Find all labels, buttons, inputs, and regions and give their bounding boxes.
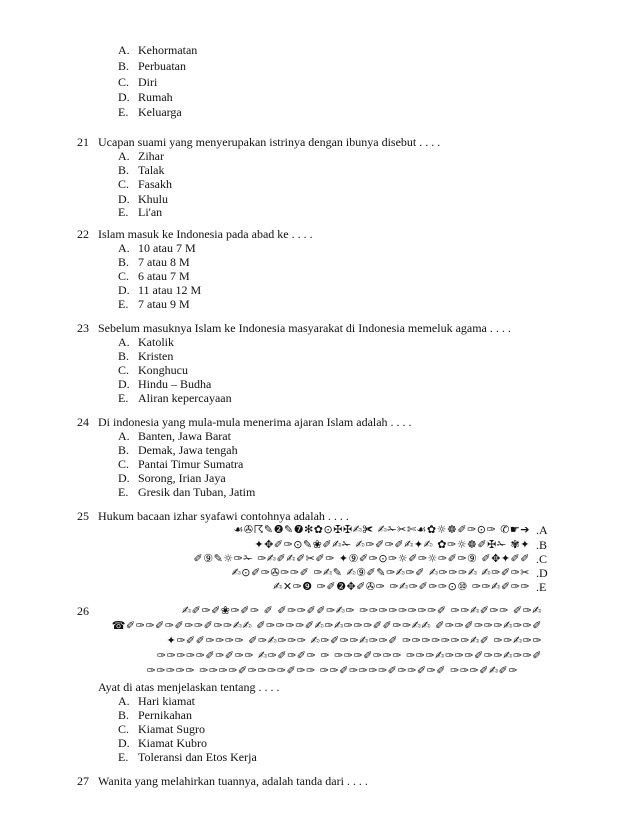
prev-option-e: E. Keluarga (118, 105, 182, 119)
q24-option-d: D. Sorong, Irian Jaya (118, 471, 226, 485)
q26-option-a: A. Hari kiamat (118, 694, 195, 708)
q26-arabic-line-3: ✦✑✐✐✑✑✑✑ ✐✑✍✑✑✑ ✍✑✐✑✑✍✑✑✐ ✑✑✑✑✑✑✑✍✐ ✑✑✍✑✑ (166, 634, 542, 647)
q24-option-c: C. Pantai Timur Sumatra (118, 457, 244, 471)
q23-option-a: A. Katolik (118, 335, 174, 349)
question-number: 21 (77, 135, 89, 149)
question-number: 27 (77, 774, 89, 788)
q24-option-b: B. Demak, Jawa tengah (118, 443, 238, 457)
prev-option-c: C. Diri (118, 75, 158, 89)
q21-option-a: A. Zihar (118, 149, 164, 163)
q23-option-d: D. Hindu – Budha (118, 377, 212, 391)
q25-option-a-arabic: ☙✇☈✎❷✎❼✻✿⊙✠✠✍✀ ✍✁✂✄☙✿☼☸✐✑⊙✑ ✆☛➔ (233, 523, 530, 536)
q22-option-e: E. 7 atau 9 M (118, 297, 190, 311)
q25-option-c-letter: .C (536, 552, 548, 566)
q26-option-c: C. Kiamat Sugro (118, 722, 205, 736)
question-text: Di indonesia yang mula-mula menerima ajaran Islam adalah . . . . (98, 415, 412, 429)
question-number: 26 (77, 604, 89, 618)
q26-arabic-line-5: ✑✑✑✑✑ ✑✑✑✑✐✑✑✑✑✐✑✑ ✑✑✐✑✑✑✑✐✑✑✐✑✐ ✑✑✑✐✍✐✑ (146, 664, 518, 677)
q23-option-c: C. Konghucu (118, 363, 188, 377)
q25-option-c-arabic: ✐⑨✎☼✑✁ ✑✍✐✍✐✂✐✑ ✦⑨✐✑⊙✑☼✐✑☼✑✐✑⑨ ✐✥✦✐✐ (193, 552, 530, 565)
q26-option-d: D. Kiamat Kubro (118, 736, 207, 750)
q21-option-d: D. Khulu (118, 192, 168, 206)
q25-option-e-letter: .E (536, 580, 547, 594)
question-text: Ucapan suami yang menyerupakan istrinya dengan ibunya disebut . . . . (98, 135, 441, 149)
question-number: 23 (77, 321, 89, 335)
question-number: 22 (77, 227, 89, 241)
prev-option-d: D. Rumah (118, 90, 173, 104)
q22-option-c: C. 6 atau 7 M (118, 269, 190, 283)
q22-option-a: A. 10 atau 7 M (118, 241, 196, 255)
q26-arabic-line-2: ☎✐✑✑✐✑✐✑✑✐✑✑✍✍ ✐✑✑✑✑✐✍✑✍✑✑✑✐✐✑✑✍✍ ✐✑✑✐✑✑✑✍✑✑✐ (111, 619, 542, 632)
q22-option-b: B. 7 atau 8 M (118, 255, 190, 269)
question-text: Wanita yang melahirkan tuannya, adalah tanda dari . . . . (98, 774, 368, 788)
q25-option-b-letter: .B (536, 538, 548, 552)
q25-option-e-arabic: ✍✕✑❾ ✑✐❷✥✐✇✑ ✑✍✑✐✑✑⊙⑩ ✑✑✍✐✑✑ (273, 580, 530, 593)
question-text: Hukum bacaan izhar syafawi contohnya adalah . . . . (98, 509, 349, 523)
q21-option-c: C. Fasakh (118, 177, 172, 191)
q23-option-e: E. Aliran kepercayaan (118, 391, 232, 405)
exam-page: A. Kehormatan B. Perbuatan C. Diri D. Rumah E. Keluarga 21 Ucapan suami yang menyerupakan istrinya dengan ibunya disebut . . . . A. Zihar B. Talak C. Fasakh D. Khulu E. Li'an 22 Islam masuk ke Indonesia pada abad ke . . . . A. 10 atau 7 M B. 7 atau 8 M C. 6 atau 7 M D. 11 atau 12 M E. 7 atau 9 M 23 Sebelum masuknya Islam ke Indonesia masyarakat di Indonesia memeluk agama . . . . A. Katolik B. Kristen C. Konghucu D. Hindu – Budha E. Aliran kepercayaan 24 Di indonesia yang mula-mula menerima ajaran Islam adalah . . . . A. Banten, Jawa Barat B. Demak, Jawa tengah C. Pantai Timur Sumatra D. Sorong, Irian Jaya E. Gresik dan Tuban, Jatim 25 Hukum bacaan izhar syafawi contohnya adalah . . . . ☙✇☈✎❷✎❼✻✿⊙✠✠✍✀ ✍✁✂✄☙✿☼☸✐✑⊙✑ ✆☛➔ .A ✦✥✐✑⊙✎❀✐✍✁ ✍✑✐✑✐✍✦✍ ✿✑☼☸✐✠✁ ✾✦ .B ✐⑨✎☼✑✁ ✑✍✐✍✐✂✐✑ ✦⑨✐✑⊙✑☼✐✑☼✑✐✑⑨ ✐✥✦✐✐ .C ✍⊙✐✑✇✑✑✐ ✑✍✎ ✍⑨✐✎✑✍✑✐ ✍✑✑✑✍ ✍✑✐✑✂ .D ✍✕✑❾ ✑✐❷✥✐✇✑ ✑✍✑✐✑✑⊙⑩ ✑✑✍✐✑✑ .E 26 ✍✐✑✐❀✑✐✑ ✐ ✐✑✑✐✐✑✍✑ ✑✑✑✑✑✑✑✑✐ ✑✑✍✐✑✑ ✐✑✍ ☎✐✑✑✐✑✐✑✑✐✑✑✍✍ ✐✑✑✑✑✐✍✑✍✑✑✑✐✐✑✑✍✍ ✐✑✑✐✑✑✑✍✑✑✐ ✦✑✐✐✑✑✑✑ ✐✑✍✑✑✑ ✍✑✐✑✑✍✑✑✐ ✑✑✑✑✑✑✑✍✐ ✑✑✍✑✑ ✑✑✑✑✑✐✑✐✑✑ ✍✑✐✑✐✑ ✑ ✑✑✑✐✑✑✑ ✑✑✑✍✑✑✑✐✑✑✍✑✑✐ ✑✑✑✑✑ ✑✑✑✑✐✑✑✑✑✐✑✑ ✑✑✐✑✑✑✑✐✑✑✐✑✐ ✑✑✑✐✍✐✑ Ayat di atas menjelaskan tentang . . . . A. Hari kiamat B. Pernikahan C. Kiamat Sugro D. Kiamat Kubro E. Toleransi dan Etos Kerja 27 Wanita yang melahirkan tuannya, adalah tanda dari . . . . (77, 43, 548, 788)
q26-arabic-line-4: ✑✑✑✑✑✐✑✐✑✑ ✍✑✐✑✐✑ ✑ ✑✑✑✐✑✑✑ ✑✑✑✍✑✑✑✐✑✑✍✑✑✐ (156, 649, 542, 662)
prev-option-a: A. Kehormatan (118, 43, 198, 57)
q21-option-e: E. Li'an (118, 205, 163, 219)
q24-option-e: E. Gresik dan Tuban, Jatim (118, 485, 256, 499)
question-text: Islam masuk ke Indonesia pada abad ke . . . . (98, 227, 313, 241)
question-text: Sebelum masuknya Islam ke Indonesia masyarakat di Indonesia memeluk agama . . . . (98, 321, 511, 335)
q25-option-b-arabic: ✦✥✐✑⊙✎❀✐✍✁ ✍✑✐✑✐✍✦✍ ✿✑☼☸✐✠✁ ✾✦ (254, 538, 530, 551)
q26-option-b: B. Pernikahan (118, 708, 192, 722)
question-number: 24 (77, 415, 89, 429)
q25-option-d-arabic: ✍⊙✐✑✇✑✑✐ ✑✍✎ ✍⑨✐✎✑✍✑✐ ✍✑✑✑✍ ✍✑✐✑✂ (231, 566, 530, 579)
q24-option-a: A. Banten, Jawa Barat (118, 429, 231, 443)
q23-option-b: B. Kristen (118, 349, 174, 363)
q25-option-a-letter: .A (536, 523, 548, 537)
q26-option-e: E. Toleransi dan Etos Kerja (118, 750, 257, 764)
q26-arabic-line-1: ✍✐✑✐❀✑✐✑ ✐ ✐✑✑✐✐✑✍✑ ✑✑✑✑✑✑✑✑✐ ✑✑✍✐✑✑ ✐✑✍ (181, 604, 542, 617)
q25-option-d-letter: .D (536, 566, 548, 580)
prev-option-b: B. Perbuatan (118, 59, 186, 73)
q21-option-b: B. Talak (118, 163, 165, 177)
q22-option-d: D. 11 atau 12 M (118, 283, 202, 297)
question-number: 25 (77, 509, 89, 523)
